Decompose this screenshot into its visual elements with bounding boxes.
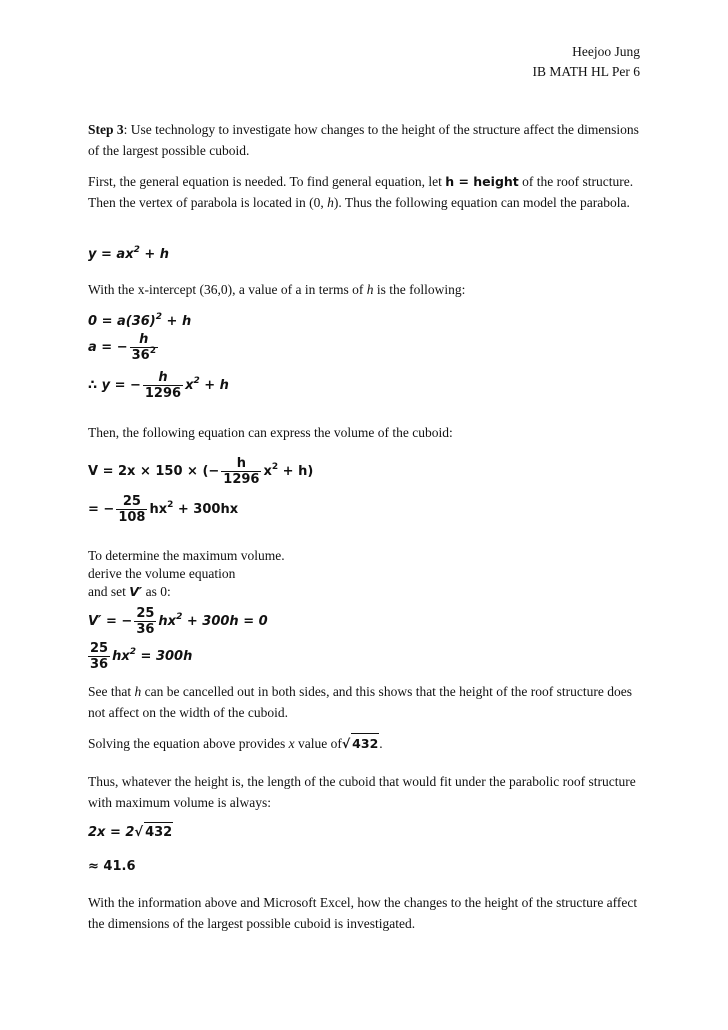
eq-a-line3 [88,370,229,401]
frac-numerator: h [158,370,168,385]
eq-volume-line2-lhs: = − [88,502,115,517]
eq-volume-line2-rhs: $hx^2 + 300hx$ [149,500,239,517]
cancel-paragraph [88,682,648,723]
course-label: IB MATH HL Per 6 [532,64,640,79]
cancel-text-2: can be cancelled out in both sides, and this shows that the height of the roof structure does not affect on the width of the cuboid. [88,684,633,720]
eq-a-line3-frac [143,370,183,401]
sqrt-radicand: 432 [351,733,379,755]
solving-sqrt: √ 432 [342,736,379,751]
eq-volume-line1-rhs: $x^2 + h$) [263,462,314,479]
max-step-2: derive the volume equation [88,566,236,581]
frac-denominator: 36 [90,657,109,672]
cancel-h: h [134,684,142,699]
eq-a-line1: $0 = a(36)^2 + h$ [88,312,192,329]
eq-derivative-line1-frac [134,606,156,637]
eq-derivative-line2 [88,641,192,672]
eq-volume-line2 [88,494,238,525]
solving-paragraph [88,733,648,755]
eq-derivative-line1-lhs: V′ = − [88,614,133,629]
thus-paragraph: Thus, whatever the height is, the length of the cuboid that would fit under the parabolic roof structure with maximum volume is always: [88,774,636,810]
eq-a-line2 [88,332,160,363]
step-label: Step 3 [88,122,124,137]
frac-denominator: 1296 [144,386,182,401]
frac-denominator: 36 [136,622,155,637]
frac-denominator: 108 [118,510,146,525]
max-step-3 [88,582,648,603]
cancel-text-1: See that [88,684,135,699]
intro-text-3: ). Thus the following equation can model the parabola. [333,194,630,210]
frac-numerator: 25 [90,641,109,656]
eq-derivative-line1 [88,606,268,637]
eq-volume-line1-lhs: V = 2x × 150 × (− [88,464,220,479]
eq-length-sqrt: √ 432 [134,825,173,840]
eq-volume-line2-frac [116,494,147,525]
intro-text-2: of the roof structure. Then the vertex of parabola is located in (0, [88,174,634,210]
eq-length-line1-lhs: 2x = 2 [88,825,135,840]
intro-math: h = height [445,174,519,189]
max-step-1: To determine the maximum volume. [88,548,285,563]
max-step-3-text-1: and set [88,584,130,599]
frac-numerator: h [139,332,149,347]
step-paragraph [88,120,648,161]
eq-length-line2: ≈ 41.6 [88,859,136,874]
solving-x: x [288,736,295,751]
solving-text-3: . [379,736,383,751]
conclusion-paragraph: With the information above and Microsoft Excel, how the changes to the height of the structure affect the dimensions of the largest possible cuboid is investigated. [88,895,638,931]
max-step-3-math: V′ [129,584,143,599]
eq-derivative-line2-frac [88,641,110,672]
intercept-text-2: is the following: [373,282,466,297]
solving-text-1: Solving the equation above provides [88,736,289,751]
volume-intro: Then, the following equation can express the volume of the cuboid: [88,425,453,440]
intro-h: h [327,194,334,210]
intercept-paragraph [88,280,648,301]
frac-denominator: $36^2$ [131,346,156,363]
frac-numerator: h [236,456,247,471]
frac-denominator: 1296 [223,472,260,487]
eq-a-line2-lhs: a = − [88,340,128,355]
eq-volume-line1 [88,456,313,487]
author-name: Heejoo Jung [572,44,640,59]
eq-derivative-line2-rhs: $hx^2 = 300h$ [112,647,193,664]
intro-text-1: First, the general equation is needed. To find general equation, let [88,174,446,189]
frac-numerator: 25 [122,494,141,509]
eq-derivative-line1-rhs: $hx^2 + 300h = 0$ [158,612,268,629]
eq-a-line2-frac [130,332,158,363]
intercept-text-1: With the x-intercept (36,0), a value of a in terms of [88,282,367,297]
step-text: : Use technology to investigate how changes to the height of the structure affect the dimensions of the largest possible cuboid. [88,122,639,158]
intro-paragraph [88,172,648,213]
intercept-h: h [366,282,374,297]
sqrt-radicand: 432 [144,822,173,843]
parabola-equation: $y = ax^2 + h$ [88,245,170,262]
frac-numerator: 25 [136,606,155,621]
solving-text-2: value of [294,736,342,751]
eq-a-line3-rhs: $x^2 + h$ [185,376,229,393]
eq-length-line1 [88,822,173,843]
eq-volume-line1-frac [221,456,261,487]
max-step-3-text-2: as 0: [142,584,171,599]
eq-a-line3-lhs: ∴ y = − [88,378,141,393]
